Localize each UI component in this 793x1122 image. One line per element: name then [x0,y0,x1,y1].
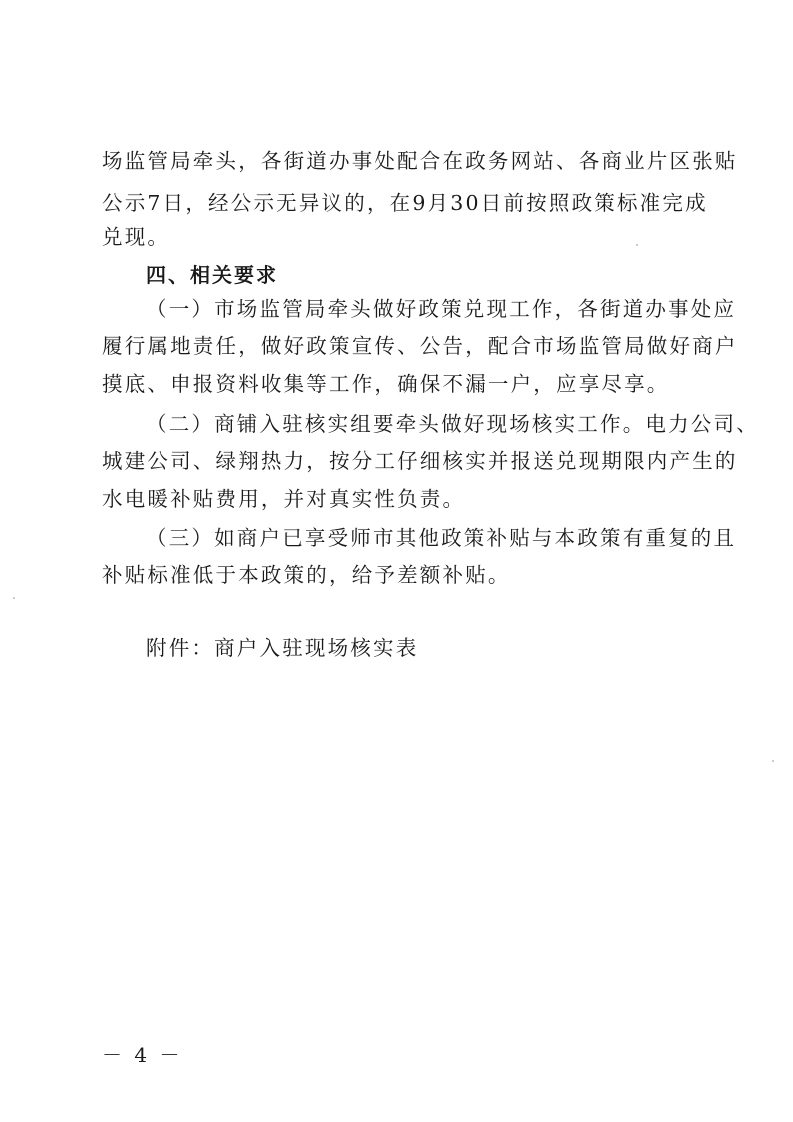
paragraph-line-3: 兑现。 [102,225,171,249]
paragraph-line-2: 公示7日，经公示无异议的，在9月30日前按照政策标准完成 [102,191,708,215]
paragraph-line-1: 场监管局牵头，各街道办事处配合在政务网站、各商业片区张贴 [102,149,738,173]
scan-speck [772,760,774,762]
requirement-2-line-3: 水电暖补贴费用，并对真实性负责。 [102,487,466,511]
requirement-2-line-2: 城建公司、绿翔热力，按分工仔细核实并报送兑现期限内产生的 [102,449,738,473]
requirement-3-line-1: （三）如商户已享受师市其他政策补贴与本政策有重复的且 [146,526,737,550]
requirement-3-line-2: 补贴标准低于本政策的，给予差额补贴。 [102,563,511,587]
requirement-1-line-2: 履行属地责任，做好政策宣传、公告，配合市场监管局做好商户 [102,334,738,358]
scan-speck [13,597,15,599]
page-number: － 4 － [102,1043,183,1067]
attachment-line: 附件：商户入驻现场核实表 [146,636,419,660]
requirement-1-line-1: （一）市场监管局牵头做好政策兑现工作，各街道办事处应 [146,297,737,321]
requirement-2-line-1: （二）商铺入驻核实组要牵头做好现场核实工作。电力公司、 [146,412,759,436]
scan-speck [636,244,638,246]
section-heading: 四、相关要求 [146,263,278,287]
requirement-1-line-3: 摸底、申报资料收集等工作，确保不漏一户，应享尽享。 [102,372,670,396]
